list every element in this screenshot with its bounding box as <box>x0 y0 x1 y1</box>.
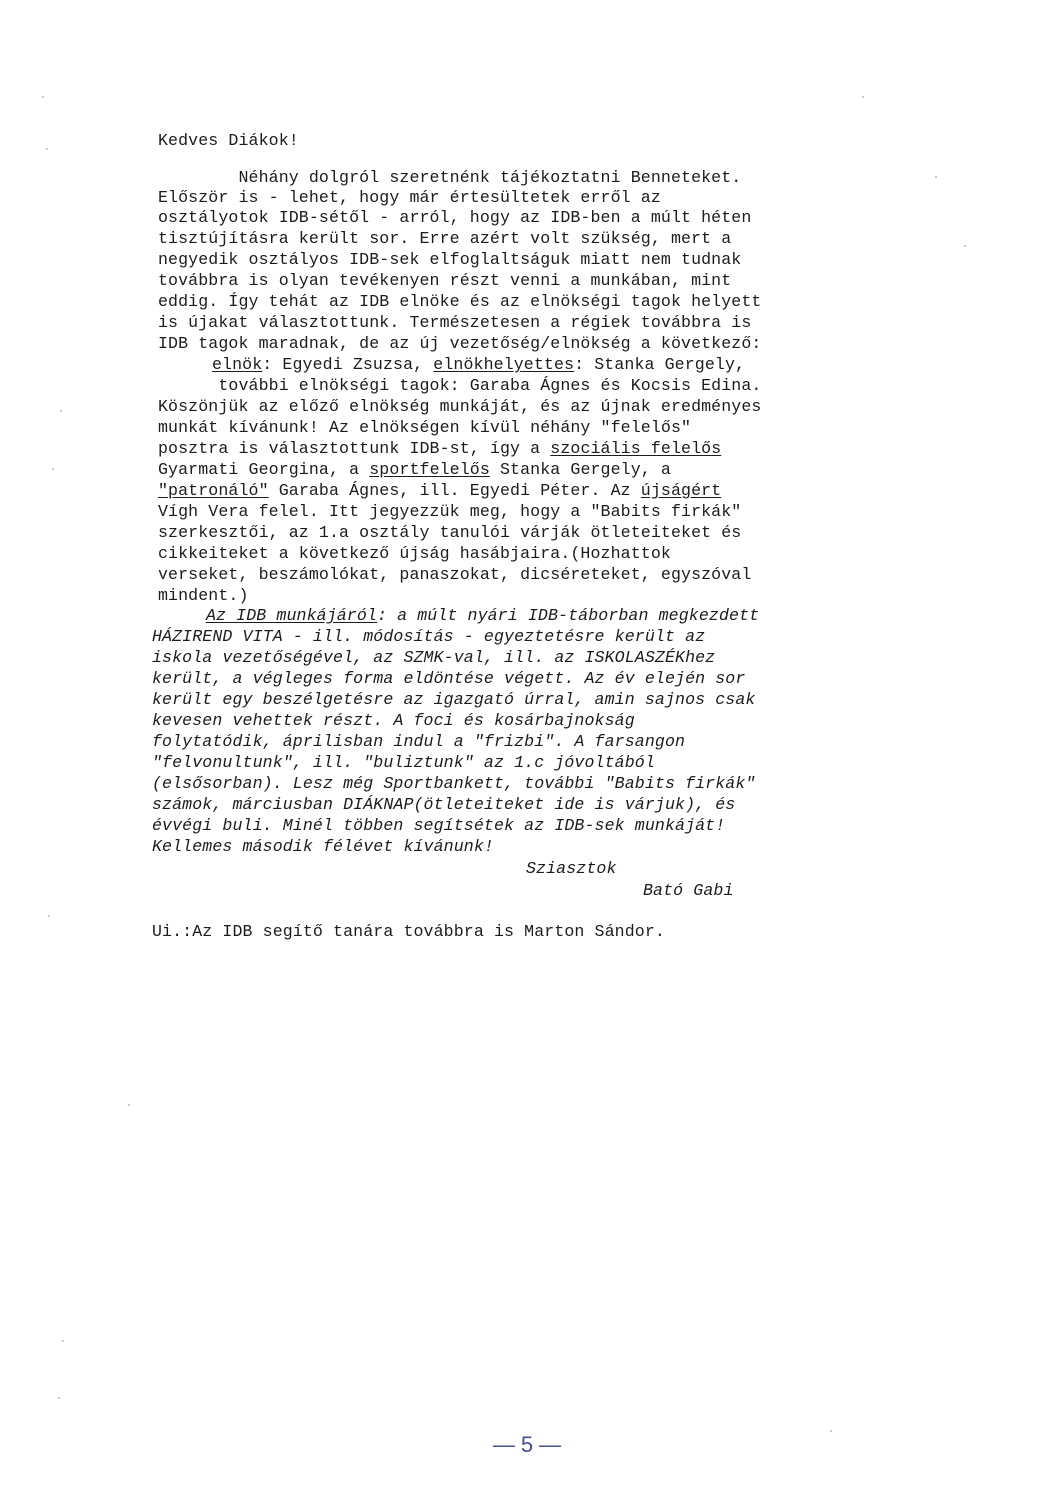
postscript: Ui.:Az IDB segítő tanára továbbra is Marton Sándor. <box>152 922 665 941</box>
underlined-term: újságért <box>640 481 722 500</box>
signature: Bató Gabi <box>643 881 734 900</box>
paragraph-line: IDB tagok maradnak, de az új vezetőség/elnökség a következő: <box>158 334 762 353</box>
paragraph-line <box>158 439 721 459</box>
name-elnok: : Egyedi Zsuzsa, <box>262 355 434 374</box>
paragraph-line: szerkesztői, az 1.a osztály tanulói várják ötleteiteket és <box>158 523 742 542</box>
paragraph-line: iskola vezetőségével, az SZMK-val, ill. az ISKOLASZÉKhez <box>152 648 716 667</box>
scan-speck <box>862 96 864 98</box>
name-elnokhelyettes: : Stanka Gergely, <box>574 355 746 374</box>
scan-speck <box>60 410 62 412</box>
paragraph-line <box>158 481 721 501</box>
greeting: Kedves Diákok! <box>158 131 299 150</box>
paragraph-line: "felvonultunk", ill. "buliztunk" az 1.c jóvoltából <box>152 753 655 772</box>
text-run: : a múlt nyári IDB-táborban megkezdett <box>376 606 760 625</box>
text-run: Garaba Ágnes, ill. Egyedi Péter. Az <box>268 481 641 500</box>
scan-speck <box>964 245 966 247</box>
paragraph-line: Vígh Vera felel. Itt jegyezzük meg, hogy a "Babits firkák" <box>158 502 742 521</box>
page-number: —5— <box>492 1432 568 1457</box>
paragraph-line: munkát kívánunk! Az elnökségen kívül néhány "felelős" <box>158 418 692 437</box>
paragraph-line: Néhány dolgról szeretnénk tájékoztatni Benneteket. <box>158 168 742 187</box>
scan-speck <box>128 1104 130 1106</box>
underlined-term: sportfelelős <box>369 460 490 479</box>
paragraph-line: negyedik osztályos IDB-sek elfoglaltságuk miatt nem tudnak <box>158 250 742 269</box>
work-heading-line <box>206 606 759 626</box>
paragraph-line: mindent.) <box>158 586 249 605</box>
scan-speck <box>52 468 54 470</box>
paragraph-line: számok, márciusban DIÁKNAP(ötleteiteket ide is várjuk), és <box>152 795 736 814</box>
scan-speck <box>46 148 48 150</box>
role-elnok: elnök <box>212 355 263 374</box>
paragraph-line: folytatódik, áprilisban indul a "frizbi". A farsangon <box>152 732 686 751</box>
closing: Sziasztok <box>526 859 617 878</box>
paragraph-line: Kellemes második félévet kívánunk! <box>152 837 494 856</box>
scan-speck <box>48 915 50 917</box>
work-heading: Az IDB munkájáról <box>206 606 377 625</box>
paragraph-line: Köszönjük az előző elnökség munkáját, és az újnak eredményes <box>158 397 762 416</box>
leadership-line <box>212 355 745 375</box>
paragraph-line: verseket, beszámolókat, panaszokat, dicséreteket, egyszóval <box>158 565 752 584</box>
paragraph-line: Először is - lehet, hogy már értesültetek erről az <box>158 188 661 207</box>
paragraph-line: (elsősorban). Lesz még Sportbankett, további "Babits firkák" <box>152 774 756 793</box>
paragraph-line: cikkeiteket a következő újság hasábjaira.(Hozhattok <box>158 544 671 563</box>
text-run: posztra is választottunk IDB-st, így a <box>158 439 551 458</box>
scan-speck <box>62 1340 64 1342</box>
text-run: Gyarmati Georgina, a <box>158 460 370 479</box>
paragraph-line: eddig. Így tehát az IDB elnöke és az elnökségi tagok helyett <box>158 292 762 311</box>
role-elnokhelyettes: elnökhelyettes <box>433 355 575 374</box>
scan-speck <box>42 96 44 98</box>
paragraph-line: továbbra is olyan tevékenyen részt venni a munkában, mint <box>158 271 732 290</box>
scan-speck <box>58 1397 60 1399</box>
underlined-term: szociális felelős <box>550 439 722 458</box>
paragraph-line: HÁZIREND VITA - ill. módosítás - egyeztetésre került az <box>152 627 706 646</box>
scan-speck <box>935 176 937 178</box>
paragraph-line <box>158 460 671 480</box>
paragraph-line: került, a végleges forma eldöntése végett. Az év elején sor <box>152 669 746 688</box>
underlined-term: "patronáló" <box>158 481 269 500</box>
paragraph-line: osztályotok IDB-sétől - arról, hogy az IDB-ben a múlt héten <box>158 208 752 227</box>
members-line: további elnökségi tagok: Garaba Ágnes és Kocsis Edina. <box>158 376 762 395</box>
paragraph-line: is újakat választottunk. Természetesen a régiek továbbra is <box>158 313 752 332</box>
paragraph-line: került egy beszélgetésre az igazgató úrral, amin sajnos csak <box>152 690 756 709</box>
paragraph-line: tisztújításra került sor. Erre azért volt szükség, mert a <box>158 229 732 248</box>
text-run: Stanka Gergely, a <box>489 460 671 479</box>
paragraph-line: évvégi buli. Minél többen segítsétek az IDB-sek munkáját! <box>152 816 726 835</box>
paragraph-line: kevesen vehettek részt. A foci és kosárbajnokság <box>152 711 635 730</box>
scan-speck <box>830 1430 832 1432</box>
